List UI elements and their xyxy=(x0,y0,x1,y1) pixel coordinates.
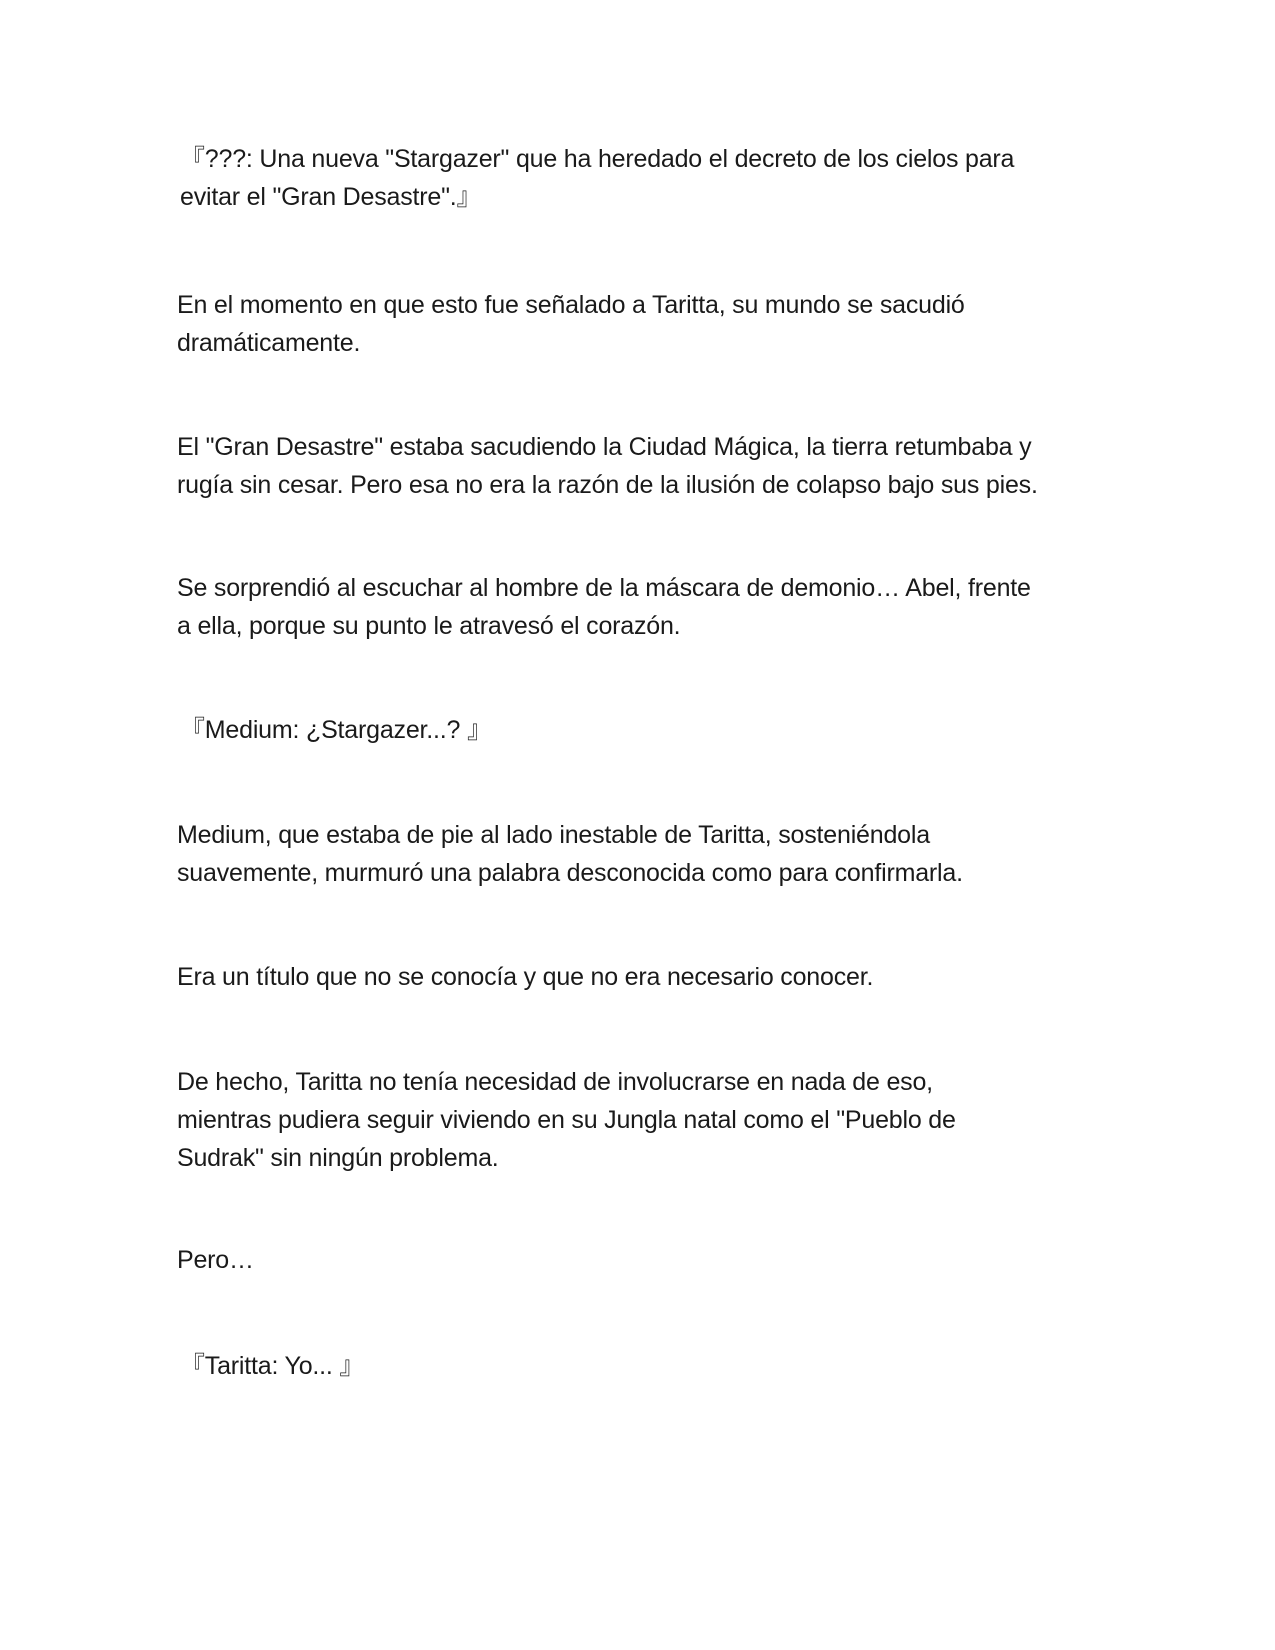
text-line: 『???: Una nueva "Stargazer" que ha heredado el decreto de los cielos para xyxy=(180,145,1015,173)
paragraph-narration xyxy=(177,428,1117,504)
text-line: Sudrak" sin ningún problema. xyxy=(177,1144,499,1172)
paragraph-narration xyxy=(177,1241,1117,1279)
text-line: De hecho, Taritta no tenía necesidad de involucrarse en nada de eso, xyxy=(177,1068,933,1096)
paragraph-dialogue-taritta xyxy=(180,1347,1120,1385)
paragraph-narration xyxy=(177,1063,1117,1177)
paragraph-narration xyxy=(177,286,1117,362)
text-line: suavemente, murmuró una palabra desconocida como para confirmarla. xyxy=(177,859,963,887)
text-line: Medium, que estaba de pie al lado inestable de Taritta, sosteniéndola xyxy=(177,821,930,849)
text-line: rugía sin cesar. Pero esa no era la razón de la ilusión de colapso bajo sus pies. xyxy=(177,471,1038,499)
text-line: a ella, porque su punto le atravesó el corazón. xyxy=(177,612,681,640)
text-line: dramáticamente. xyxy=(177,329,361,357)
paragraph-dialogue-unknown xyxy=(180,140,1120,216)
text-line: 『Medium: ¿Stargazer...? 』 xyxy=(180,716,492,744)
paragraph-dialogue-medium xyxy=(180,711,1120,749)
text-line: Era un título que no se conocía y que no era necesario conocer. xyxy=(177,963,874,991)
paragraph-narration xyxy=(177,816,1117,892)
text-line: En el momento en que esto fue señalado a Taritta, su mundo se sacudió xyxy=(177,291,965,319)
text-line: evitar el "Gran Desastre".』 xyxy=(180,183,482,211)
paragraph-narration xyxy=(177,958,1117,996)
text-line: El "Gran Desastre" estaba sacudiendo la Ciudad Mágica, la tierra retumbaba y xyxy=(177,433,1032,461)
text-line: mientras pudiera seguir viviendo en su Jungla natal como el "Pueblo de xyxy=(177,1106,956,1134)
text-line: 『Taritta: Yo... 』 xyxy=(180,1352,365,1380)
text-line: Pero… xyxy=(177,1246,254,1274)
text-line: Se sorprendió al escuchar al hombre de la máscara de demonio… Abel, frente xyxy=(177,574,1031,602)
paragraph-narration xyxy=(177,569,1117,645)
